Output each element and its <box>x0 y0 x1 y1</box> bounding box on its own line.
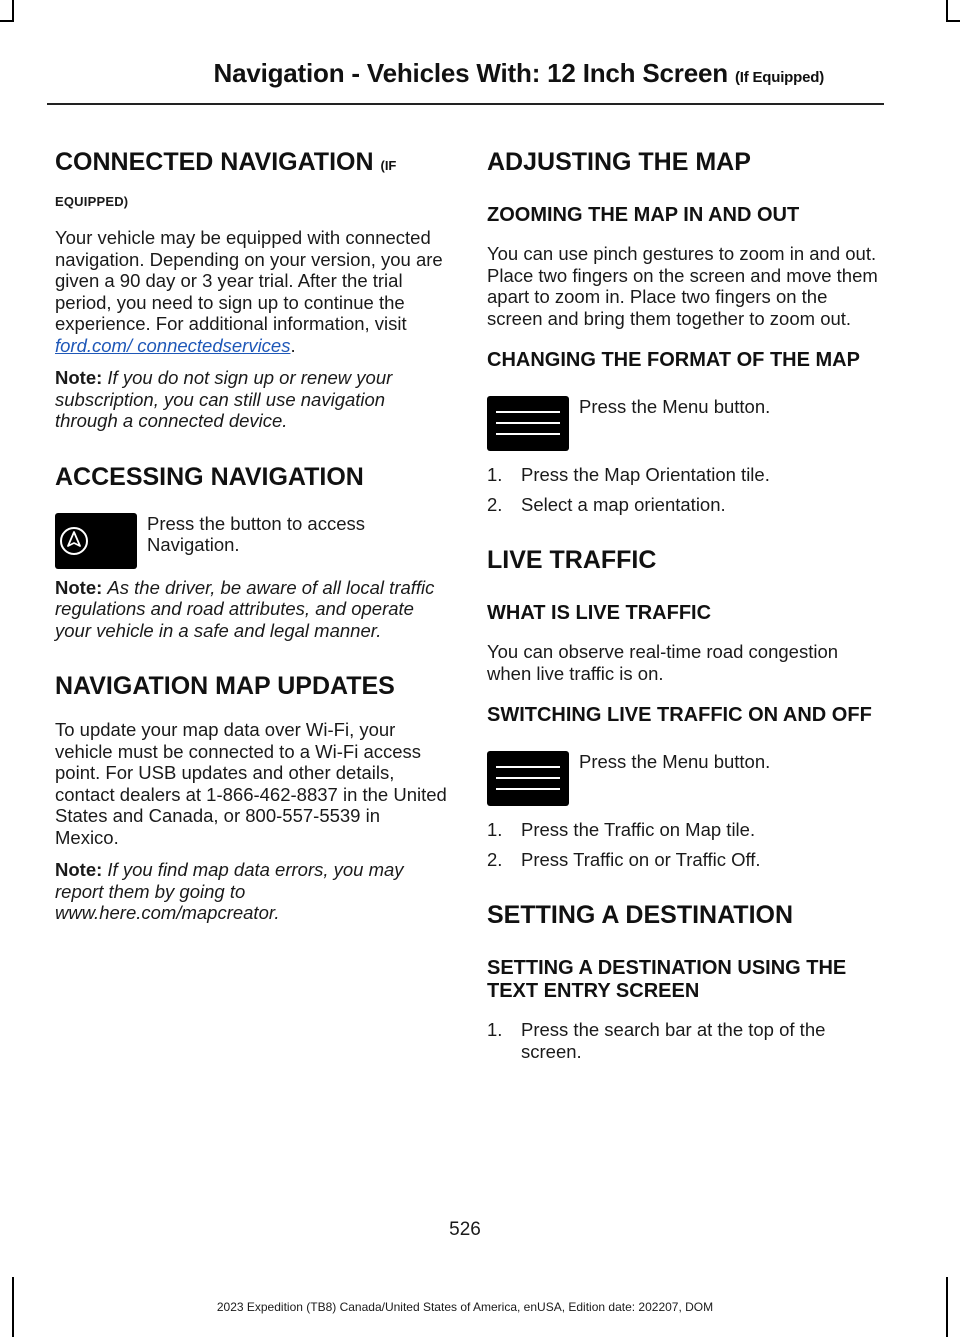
header-qualifier: (If Equipped) <box>734 69 824 86</box>
format-menu-row <box>487 396 879 456</box>
footer-text: 2023 Expedition (TB8) Canada/United States of America, enUSA, Edition date: 202207, DOM <box>216 1300 714 1314</box>
setting-destination-heading: SETTING A DESTINATION <box>487 901 794 929</box>
connected-navigation-heading: CONNECTED NAVIGATION (IF <box>55 148 397 176</box>
switch-menu-row <box>487 751 879 811</box>
zooming-body: You can use pinch gestures to zoom in and out. Place two fingers on the screen and move them apart to zoom in. Place two fingers on the screen and bring them together to zoom out. <box>487 243 878 329</box>
switch-menu-text: Press the Menu button. <box>579 751 771 772</box>
page-header <box>214 58 825 89</box>
format-menu-text: Press the Menu button. <box>579 396 771 417</box>
format-heading: CHANGING THE FORMAT OF THE MAP <box>487 349 860 371</box>
map-updates-note: Note: If you find map data errors, you may report them by going to www.here.com/mapcreator. <box>55 859 404 923</box>
zooming-heading: ZOOMING THE MAP IN AND OUT <box>487 204 800 226</box>
crop-mark <box>946 20 960 22</box>
list-item: 2. Select a map orientation. <box>487 493 726 515</box>
connected-body: Your vehicle may be equipped with connected navigation. Depending on your version, you are given a 90 day or 3 year trial. After the trial period, you need to sign up to continue the experience. For additional information, visit ford.com/ connectedservices. <box>55 227 443 356</box>
right-column <box>487 140 879 1062</box>
connected-note: Note: If you do not sign up or renew your subscription, you can still use navigation through a connected device. <box>55 367 393 431</box>
crop-mark <box>12 0 14 22</box>
list-item: 1. Press the Map Orientation tile. <box>487 464 770 485</box>
what-is-live-traffic-heading: WHAT IS LIVE TRAFFIC <box>487 602 712 624</box>
header-rule <box>47 103 884 105</box>
switching-live-traffic-heading: SWITCHING LIVE TRAFFIC ON AND OFF <box>487 704 872 726</box>
list-item: 1. Press the search bar at the top of the screen. <box>487 1019 826 1062</box>
accessing-note: Note: As the driver, be aware of all local traffic regulations and road attributes, and operate your vehicle in a safe and legal manner. <box>55 576 435 641</box>
left-column <box>55 140 447 924</box>
navigation-button-row <box>55 513 447 573</box>
accessing-navigation-heading: ACCESSING NAVIGATION <box>55 462 364 491</box>
what-is-live-traffic-body: You can observe real-time road congestion when live traffic is on. <box>487 641 839 684</box>
menu-icon <box>487 396 569 451</box>
list-item: 1. Press the Traffic on Map tile. <box>487 819 756 840</box>
text-entry-heading: SETTING A DESTINATION USING THE TEXT ENTRY SCREEN <box>487 957 847 1002</box>
header-title: Navigation - Vehicles With: 12 Inch Screen <box>213 58 728 88</box>
connected-services-link[interactable]: ford.com/ connectedservices <box>55 334 291 356</box>
connected-heading-continuation: EQUIPPED) <box>55 194 129 209</box>
page-number: 526 <box>449 1219 481 1240</box>
map-updates-body: To update your map data over Wi-Fi, your vehicle must be connected to a Wi-Fi access point. For USB updates and other details, contact dealers at 1-866-462-8837 in the United States and Canada, or 800-557-5539 in Mexico. <box>55 719 447 848</box>
map-updates-heading: NAVIGATION MAP UPDATES <box>55 672 395 700</box>
crop-mark <box>946 0 948 22</box>
crop-mark <box>946 1277 948 1337</box>
destination-steps <box>487 1019 879 1062</box>
crop-mark <box>0 20 14 22</box>
navigation-button-text: Press the button to access Navigation. <box>147 512 366 555</box>
live-traffic-heading: LIVE TRAFFIC <box>487 546 657 574</box>
menu-icon <box>487 751 569 806</box>
format-steps <box>487 464 879 515</box>
list-item: 2. Press Traffic on or Traffic Off. <box>487 848 761 870</box>
switch-steps <box>487 819 879 870</box>
adjusting-map-heading: ADJUSTING THE MAP <box>487 148 751 176</box>
navigation-arrow-icon <box>55 513 137 569</box>
